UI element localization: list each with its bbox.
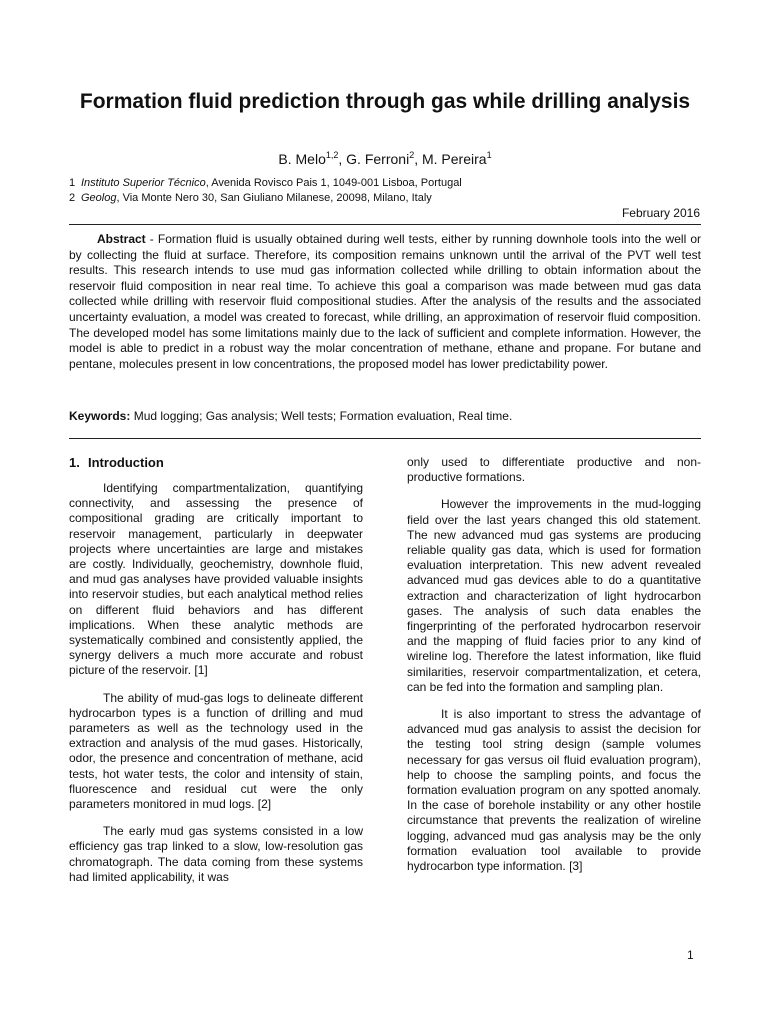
abstract-text: - Formation fluid is usually obtained during well tests, either by running downhole tools into the well or by collecting the fluid at surface. Therefore, its composition remains unknown until the arrival of the PVT well test results. This research intends to use mud gas information collected while drilling to obtain information about the reservoir fluid composition in near real time. To achieve this goal a comparison was made between mud gas data collected while drilling with reservoir fluid compositional studies. After the analysis of the results and the associated uncertainty evaluation, a model was created to forecast, while drilling, an approximation of reservoir fluid composition. The developed model has some limitations mainly due to the lack of sufficient and complete information. However, the model is able to predict in a robust way the molar concentration of methane, ethane and propane. For butane and pentane, molecules present in low concentrations, the proposed model has lower predictability power. <box>69 232 701 371</box>
affiliation-list <box>69 176 701 206</box>
affiliation-institution: Geolog <box>81 192 117 204</box>
author-separator: , <box>338 151 347 167</box>
keywords-text: Mud logging; Gas analysis; Well tests; Formation evaluation, Real time. <box>130 409 513 423</box>
affiliation-number: 2 <box>69 192 76 204</box>
affiliation-number: 1 <box>69 177 76 189</box>
body-paragraph: It is also important to stress the advantage of advanced mud gas analysis to assist the decision for the testing tool string design (sample volumes necessary for gas versus oil fluid evaluation program), help to choose the sampling points, and focus the formation evaluation program on any spotted anomaly. In the case of borehole instability or any other hostile circumstance that prevents the realization of wireline logging, advanced mud gas analysis may be the only formation evaluation tool available to provide hydrocarbon type information. [3] <box>407 707 701 874</box>
left-column <box>69 455 363 897</box>
abstract-divider <box>69 438 701 439</box>
page-number: 1 <box>687 948 694 962</box>
author-affiliation-mark: 1,2 <box>325 150 339 160</box>
author-separator: , <box>414 151 422 167</box>
affiliation-institution: Instituto Superior Técnico <box>81 177 206 189</box>
author-name: M. Pereira <box>421 151 487 167</box>
author-name: G. Ferroni <box>346 151 410 167</box>
body-paragraph: only used to differentiate productive and non-productive formations. <box>407 455 701 485</box>
body-paragraph: The ability of mud-gas logs to delineate different hydrocarbon types is a function of drilling and mud parameters as well as the technology used in the extraction and analysis of the mud gases. Historically, odor, the presence and concentration of methane, acid tests, hot water tests, the color and intensity of stain, fluorescence and residual cut were the only parameters monitored in mud logs. [2] <box>69 690 363 812</box>
affiliation <box>69 191 701 206</box>
affiliation-address: , Via Monte Nero 30, San Giuliano Milanese, 20098, Milano, Italy <box>116 192 432 204</box>
paper-title: Formation fluid prediction through gas while drilling analysis <box>79 90 691 113</box>
author-list <box>70 150 700 168</box>
section-heading <box>69 455 363 471</box>
section-title: Introduction <box>88 455 164 470</box>
section-number: 1. <box>69 455 80 470</box>
body-paragraph: The early mud gas systems consisted in a low efficiency gas trap linked to a slow, low-resolution gas chromatograph. The data coming from these systems had limited applicability, it was <box>69 824 363 884</box>
body-paragraph: However the improvements in the mud-logging field over the last years changed this old statement. The new advanced mud gas systems are producing reliable quality gas data, which is used for formation evaluation interpretation. This new advent revealed advanced mud gas devices able to do a quantitative extraction and characterization of light hydrocarbon gases. The analysis of such data enables the fingerprinting of the perforated hydrocarbon reservoir and the mapping of fluid facies prior to any kind of wireline log. Therefore the latest information, like fluid similarities, reservoir compartmentalization, et cetera, can be fed into the formation and sampling plan. <box>407 497 701 694</box>
body-paragraph: Identifying compartmentalization, quantifying connectivity, and assessing the presence of compositional grading are critically important to reservoir management, particularly in deepwater projects where uncertainties are large and mistakes are costly. Individually, geochemistry, downhole fluid, and mud gas analyses have provided valuable insights into reservoir studies, but each analytical method relies on different fluid behaviors and has different implications. When these analytic methods are systematically combined and consistently applied, the synergy delivers a much more accurate and robust picture of the reservoir. [1] <box>69 481 363 678</box>
keywords <box>69 409 701 424</box>
affiliation <box>69 176 701 191</box>
abstract <box>69 232 701 372</box>
author-affiliation-mark: 2 <box>409 150 415 160</box>
abstract-label: Abstract <box>97 232 146 246</box>
keywords-label: Keywords: <box>69 409 131 423</box>
affiliation-address: , Avenida Rovisco Pais 1, 1049-001 Lisboa, Portugal <box>205 177 462 189</box>
author-name: B. Melo <box>278 151 326 167</box>
author-affiliation-mark: 1 <box>486 150 492 160</box>
right-column <box>407 455 701 886</box>
header-divider <box>69 224 701 225</box>
publication-date: February 2016 <box>621 206 700 220</box>
